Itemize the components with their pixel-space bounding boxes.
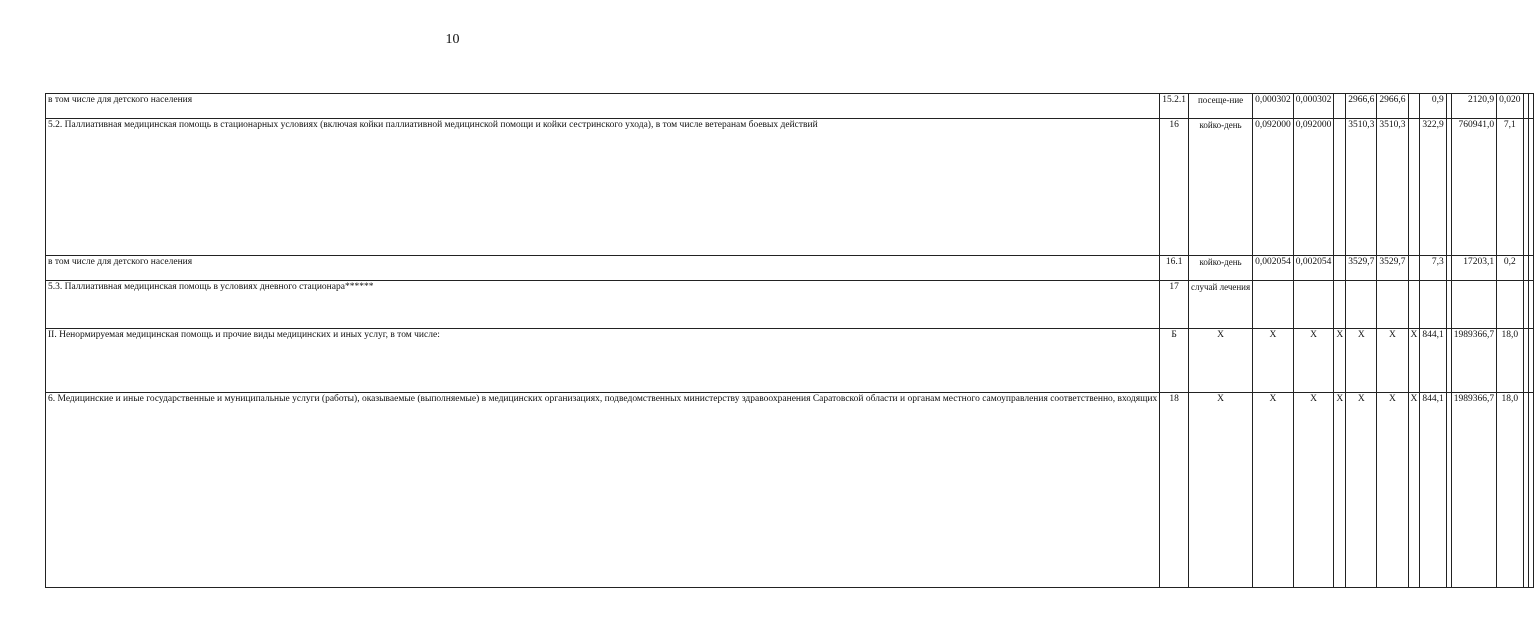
cell: 0,2	[1497, 256, 1523, 281]
cell: 3510,3	[1346, 119, 1377, 256]
cell	[1334, 256, 1346, 281]
table-row	[46, 393, 1534, 588]
cell: Х	[1253, 329, 1294, 393]
row-code: 16	[1160, 119, 1189, 256]
cell	[1346, 281, 1377, 329]
cell: 0,092000	[1253, 119, 1294, 256]
cell: 17203,1	[1451, 256, 1496, 281]
cell	[1528, 94, 1533, 119]
row-code: 15.2.1	[1160, 94, 1189, 119]
row-name: 6. Медицинские и иные государственные и муниципальные услуги (работы), оказываемые (выполняемые) в медицинских организациях, подведомственных министерству здравоохранения Саратовской области и органам местного самоуправления соответственно, входящих	[46, 393, 1160, 588]
cell: 322,9	[1420, 119, 1446, 256]
cell	[1408, 256, 1420, 281]
cell: 1989366,7	[1451, 393, 1496, 588]
cell: 18,0	[1497, 393, 1523, 588]
row-name: в том числе для детского населения	[46, 256, 1160, 281]
cell: Х	[1408, 329, 1420, 393]
cell	[1334, 94, 1346, 119]
row-unit: койко-день	[1189, 256, 1253, 281]
cell: 0,000302	[1253, 94, 1294, 119]
cell: 2966,6	[1377, 94, 1408, 119]
row-unit: койко-день	[1189, 119, 1253, 256]
cell	[1528, 329, 1533, 393]
table-row	[46, 94, 1534, 119]
row-code: 16.1	[1160, 256, 1189, 281]
cell: Х	[1346, 329, 1377, 393]
cell: Х	[1377, 393, 1408, 588]
cell	[1408, 119, 1420, 256]
row-unit: посеще-ние	[1189, 94, 1253, 119]
cell: Х	[1346, 393, 1377, 588]
cell	[1528, 256, 1533, 281]
cell: Х	[1253, 393, 1294, 588]
cell: 3510,3	[1377, 119, 1408, 256]
cell	[1497, 281, 1523, 329]
cell: 760941,0	[1451, 119, 1496, 256]
row-name: в том числе для детского населения	[46, 94, 1160, 119]
row-name: 5.2. Паллиативная медицинская помощь в стационарных условиях (включая койки паллиативной медицинской помощи и койки сестринского ухода), в том числе ветеранам боевых действий	[46, 119, 1160, 256]
cell: Х	[1377, 329, 1408, 393]
row-code: 17	[1160, 281, 1189, 329]
cell	[1334, 281, 1346, 329]
cell	[1451, 281, 1496, 329]
cell	[1420, 281, 1446, 329]
page-number: 10	[445, 32, 460, 47]
row-unit: случай лечения	[1189, 281, 1253, 329]
cell: Х	[1334, 393, 1346, 588]
cell	[1253, 281, 1294, 329]
cell: 844,1	[1420, 393, 1446, 588]
cell	[1293, 281, 1334, 329]
cell: 3529,7	[1346, 256, 1377, 281]
row-unit: Х	[1189, 329, 1253, 393]
cell	[1377, 281, 1408, 329]
cell: 844,1	[1420, 329, 1446, 393]
table-row	[46, 256, 1534, 281]
row-name: II. Ненормируемая медицинская помощь и прочие виды медицинских и иных услуг, в том числе:	[46, 329, 1160, 393]
cell: 2966,6	[1346, 94, 1377, 119]
cell	[1528, 281, 1533, 329]
cell	[1408, 281, 1420, 329]
cell	[1528, 393, 1533, 588]
row-code: 18	[1160, 393, 1189, 588]
cell: 0,002054	[1293, 256, 1334, 281]
cell: 0,9	[1420, 94, 1446, 119]
cell: 0,020	[1497, 94, 1523, 119]
cell: 3529,7	[1377, 256, 1408, 281]
cell	[1528, 119, 1533, 256]
cell: 7,3	[1420, 256, 1446, 281]
data-table	[45, 93, 1534, 588]
cell: Х	[1293, 393, 1334, 588]
cell: Х	[1293, 329, 1334, 393]
cell: 1989366,7	[1451, 329, 1496, 393]
cell: 18,0	[1497, 329, 1523, 393]
cell	[1334, 119, 1346, 256]
table-row	[46, 281, 1534, 329]
cell: 2120,9	[1451, 94, 1496, 119]
cell: 0,092000	[1293, 119, 1334, 256]
row-unit: Х	[1189, 393, 1253, 588]
table-row	[46, 119, 1534, 256]
row-code: Б	[1160, 329, 1189, 393]
cell: 7,1	[1497, 119, 1523, 256]
cell: 0,002054	[1253, 256, 1294, 281]
table-row	[46, 329, 1534, 393]
cell: 0,000302	[1293, 94, 1334, 119]
cell: Х	[1408, 393, 1420, 588]
cell	[1408, 94, 1420, 119]
cell: Х	[1334, 329, 1346, 393]
row-name: 5.3. Паллиативная медицинская помощь в условиях дневного стационара******	[46, 281, 1160, 329]
